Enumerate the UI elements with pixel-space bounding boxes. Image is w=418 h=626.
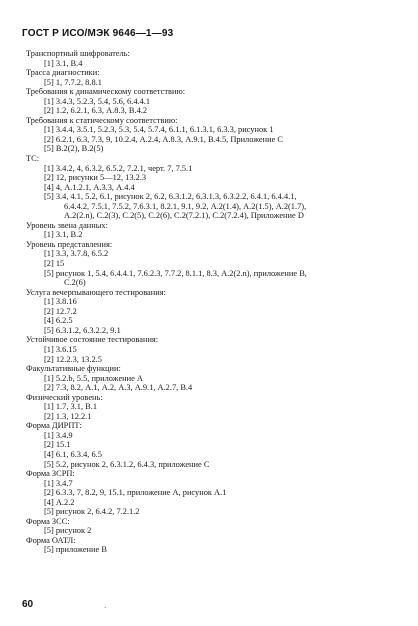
index-reference: А.2(2.n), С.2(3), С.2(5), С.2(6), С.2(7.2.1), С.2(7.2.4), Приложение D	[64, 211, 304, 221]
index-reference: [2] 12, рисунки 5—12, 13.2.3	[44, 173, 147, 183]
index-reference: [1] 3.1, В.2	[44, 230, 83, 240]
index-term: Форма ЗСС:	[26, 516, 70, 526]
index-term: Физический уровень:	[26, 392, 103, 402]
index-reference: [4] 6.1, 6.3.4, 6.5	[44, 449, 102, 459]
index-reference: [1] 3.4.2, 4, 6.3.2, 6.5.2, 7.2.1, черт. 7, 7.5.1	[44, 163, 193, 173]
index-term: Устойчивое состояние тестирования:	[26, 335, 159, 345]
index-reference: [1] 3.1, В.4	[44, 58, 83, 68]
index-reference: [4] 6.2.5	[44, 316, 73, 326]
index-reference: [1] 3.4.9	[44, 430, 73, 440]
index-reference: [2] 6.2.1, 6.3, 7.3, 9, 10.2.4, А.2.4, А.8.3, А.9.1, В.4.5, Приложение С	[44, 134, 283, 144]
index-reference: [4] 4, А.1.2.1, А.3.3, А.4.4	[44, 182, 135, 192]
index-reference: 6.4.4.2, 7.5.1, 7.5.2, 7.6.3.1, 8.2.1, 9.1, 9.2, А.2(1.4), А.2(1.5), А.2(1.7),	[64, 201, 307, 211]
index-reference: [1] 3.4.7	[44, 478, 73, 488]
index-reference: [5] рисунок 2, 6.4.2, 7.2.1.2	[44, 507, 140, 517]
index-reference: [1] 3.4.4, 3.5.1, 5.2.3, 5.3, 5.4, 5.7.4, 6.1.1, 6.1.3.1, 6.3.3, рисунок 1	[44, 125, 274, 135]
index-reference: [1] 3.6.15	[44, 344, 77, 354]
index-reference: [2] 1.3, 12.2.1	[44, 411, 92, 421]
index-reference: [4] А.2.2	[44, 497, 75, 507]
index-reference: [2] 7.3, 8.2, А.1, А.2, А.3, А.9.1, А.2.7, В.4	[44, 383, 193, 393]
index-reference: [5] В.2(2), В.2(5)	[44, 144, 104, 154]
index-entries	[22, 49, 402, 555]
index-term: Форма ДИРПТ:	[26, 421, 82, 431]
index-reference: [1] 3.3, 3.7.8, 6.5.2	[44, 249, 109, 259]
index-term: Форма ОАТЛ:	[26, 535, 76, 545]
index-term: Уровень представления:	[26, 239, 113, 249]
index-term: Услуга вечерпывающего тестирования:	[26, 287, 166, 297]
index-term: ТС:	[26, 154, 40, 164]
index-reference: С.2(6)	[64, 278, 86, 288]
index-reference: [1] 3.4.3, 5.2.3, 5.4, 5.6, 6.4.4.1	[44, 96, 151, 106]
index-term: Форма ЗСРП:	[26, 469, 75, 479]
index-reference: [2] 1.2, 6.2.1, 6.3, А.8.3, В.4.2	[44, 106, 148, 116]
index-reference: [5] 5.2, рисунок 2, 6.3.1.2, 6.4.3, приложение С	[44, 459, 210, 469]
index-reference: [5] рисунок 2	[44, 526, 92, 536]
index-reference: [2] 15.1	[44, 440, 71, 450]
index-term: Требования к динамическому соответствию:	[26, 87, 186, 97]
index-reference: [5] 1, 7.7.2, 8.8.1	[44, 77, 102, 87]
index-reference: [5] 3.4, 4.1, 5.2, 6.1, рисунок 2, 6.2, 6.3.1.2, 6.3.1.3, 6.3.2.2, 6.4.1, 6.4.4.1,	[44, 192, 297, 202]
index-reference: [5] приложение В	[44, 545, 107, 555]
index-reference: [1] 1.7, 3.1, В.1	[44, 402, 98, 412]
index-reference: [1] 5.2.b, 5.5, приложение А	[44, 373, 143, 383]
index-term: Требования к статическому соответствию:	[26, 115, 178, 125]
index-term: Транспортный шифрователь:	[26, 49, 130, 58]
index-reference: [5] рисунок 1, 5.4, 6.4.4.1, 7.6.2.3, 7.7.2, 8.1.1, 8.3, А.2(2.n), приложение В,	[44, 268, 307, 278]
index-reference: [2] 12.7.2	[44, 306, 77, 316]
footer-mark: ·	[104, 604, 107, 612]
index-term: Трасса диагностики:	[26, 68, 100, 78]
index-term: Уровень звена данных:	[26, 220, 108, 230]
index-reference: [2] 6.3.3, 7, 8.2, 9, 15.1, приложение А, рисунок А.1	[44, 488, 227, 498]
index-reference: [1] 3.8.16	[44, 297, 77, 307]
document-header: ГОСТ Р ИСО/МЭК 9646—1—93	[22, 28, 174, 39]
index-reference: [2] 15	[44, 259, 65, 269]
index-reference: [5] 6.3.1.2, 6.3.2.2, 9.1	[44, 325, 121, 335]
index-reference: [2] 12.2.3, 13.2.5	[44, 354, 102, 364]
page-number: 60	[22, 599, 34, 610]
index-term: Факультативные функции:	[26, 364, 121, 374]
